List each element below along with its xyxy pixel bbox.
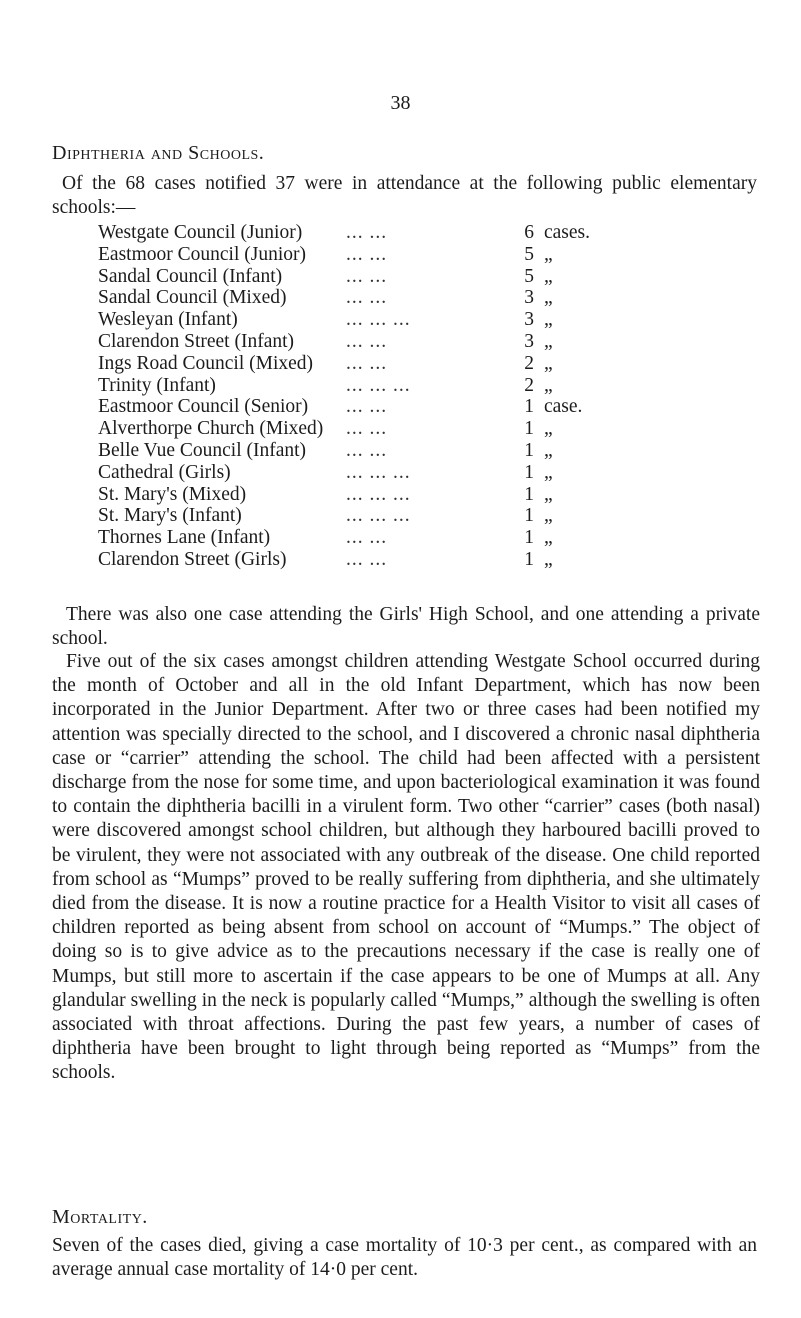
leader-dots: ... ... bbox=[346, 527, 388, 549]
leader-dots: ... ... bbox=[346, 396, 388, 418]
schools-case-list bbox=[98, 222, 738, 571]
school-name: Cathedral (Girls) bbox=[98, 461, 231, 483]
leader-dots: ... ... bbox=[346, 243, 388, 265]
leader-dots: ... ... bbox=[346, 439, 388, 461]
case-count: 2 bbox=[524, 352, 534, 374]
school-row bbox=[98, 396, 738, 418]
case-count: 1 bbox=[524, 439, 534, 461]
case-unit: „ bbox=[544, 309, 553, 331]
school-row bbox=[98, 549, 738, 571]
school-row bbox=[98, 418, 738, 440]
case-count: 1 bbox=[524, 483, 534, 505]
school-row bbox=[98, 353, 738, 375]
case-count: 6 bbox=[524, 222, 534, 243]
leader-dots: ... ... bbox=[346, 548, 388, 570]
school-row bbox=[98, 527, 738, 549]
leader-dots: ... ... bbox=[346, 265, 388, 287]
paragraph-high-school: There was also one case attending the Girls' High School, and one attending a private school. bbox=[52, 604, 760, 650]
school-name: Clarendon Street (Infant) bbox=[98, 330, 295, 352]
case-count: 1 bbox=[524, 548, 534, 570]
school-name: Wesleyan (Infant) bbox=[98, 309, 238, 331]
school-row bbox=[98, 287, 738, 309]
leader-dots: ... ... ... bbox=[346, 483, 411, 505]
school-name: Eastmoor Council (Junior) bbox=[98, 243, 306, 265]
school-row bbox=[98, 244, 738, 266]
case-count: 1 bbox=[524, 418, 534, 440]
case-unit: „ bbox=[544, 330, 553, 352]
school-name: Sandal Council (Infant) bbox=[98, 265, 283, 287]
school-row bbox=[98, 375, 738, 397]
school-name: Westgate Council (Junior) bbox=[98, 222, 303, 243]
school-name: St. Mary's (Mixed) bbox=[98, 483, 247, 505]
school-name: Clarendon Street (Girls) bbox=[98, 548, 287, 570]
paragraph-westgate-carrier: Five out of the six cases amongst children attending Westgate School occurred during the month of October and all in the old Infant Department, which has now been incorporated in the Junior Department. After two or three cases had been notified my attention was specially directed to the school, and I discovered a chronic nasal diphtheria case or “carrier” attending the school. The child had been affected with a persistent discharge from the nose for some time, and upon bacteriological examination it was found to contain the diphtheria bacilli in a virulent form. Two other “carrier” cases (both nasal) were discovered amongst school children, but although they harboured bacilli proved to be virulent, they were not associated with any outbreak of the disease. One child reported from school as “Mumps” proved to be really suffering from diphtheria, and she ultimately died from the disease. It is now a routine practice for a Health Visitor to visit all cases of children reported as being absent from school on account of “Mumps.” The object of doing so is to give advice as to the precautions necessary if the case is really one of Mumps, but still more to ascertain if the case appears to be one of Mumps at all. Any glandular swelling in the neck is popularly called “Mumps,” although the swelling is often associated with throat affections. During the past few years, a number of cases of diphtheria have been brought to light through being reported as “Mumps” from the schools. bbox=[52, 651, 760, 1084]
leader-dots: ... ... bbox=[346, 330, 388, 352]
case-count: 1 bbox=[524, 505, 534, 527]
school-name: Sandal Council (Mixed) bbox=[98, 287, 287, 309]
leader-dots: ... ... ... bbox=[346, 505, 411, 527]
school-row bbox=[98, 331, 738, 353]
school-name: Belle Vue Council (Infant) bbox=[98, 439, 307, 461]
case-unit: „ bbox=[544, 265, 553, 287]
case-count: 1 bbox=[524, 527, 534, 549]
school-row bbox=[98, 440, 738, 462]
case-unit: „ bbox=[544, 418, 553, 440]
case-count: 2 bbox=[524, 374, 534, 396]
page-number: 38 bbox=[390, 92, 411, 114]
leader-dots: ... ... bbox=[346, 222, 388, 243]
case-count: 1 bbox=[524, 461, 534, 483]
diphtheria-schools-heading: Diphtheria and Schools. bbox=[52, 142, 265, 164]
school-name: Ings Road Council (Mixed) bbox=[98, 352, 314, 374]
school-row bbox=[98, 266, 738, 288]
school-row bbox=[98, 484, 738, 506]
school-row bbox=[98, 462, 738, 484]
school-row bbox=[98, 505, 738, 527]
mortality-heading: Mortality. bbox=[52, 1206, 148, 1228]
leader-dots: ... ... bbox=[346, 287, 388, 309]
leader-dots: ... ... bbox=[346, 418, 388, 440]
leader-dots: ... ... ... bbox=[346, 374, 411, 396]
case-unit: cases. bbox=[544, 222, 591, 243]
case-unit: „ bbox=[544, 505, 553, 527]
case-count: 5 bbox=[524, 243, 534, 265]
case-unit: „ bbox=[544, 352, 553, 374]
leader-dots: ... ... bbox=[346, 352, 388, 374]
case-unit: „ bbox=[544, 461, 553, 483]
case-unit: „ bbox=[544, 287, 553, 309]
case-unit: „ bbox=[544, 374, 553, 396]
school-name: Eastmoor Council (Senior) bbox=[98, 396, 309, 418]
case-count: 3 bbox=[524, 330, 534, 352]
leader-dots: ... ... ... bbox=[346, 309, 411, 331]
case-count: 3 bbox=[524, 309, 534, 331]
case-unit: „ bbox=[544, 548, 553, 570]
case-unit: case. bbox=[544, 396, 583, 418]
case-unit: „ bbox=[544, 243, 553, 265]
school-row bbox=[98, 309, 738, 331]
case-count: 1 bbox=[524, 396, 534, 418]
school-row bbox=[98, 222, 738, 244]
school-name: Thornes Lane (Infant) bbox=[98, 527, 271, 549]
school-name: Trinity (Infant) bbox=[98, 374, 216, 396]
school-name: Alverthorpe Church (Mixed) bbox=[98, 418, 324, 440]
case-unit: „ bbox=[544, 483, 553, 505]
leader-dots: ... ... ... bbox=[346, 461, 411, 483]
case-unit: „ bbox=[544, 439, 553, 461]
mortality-paragraph: Seven of the cases died, giving a case mortality of 10·3 per cent., as compared with an average annual case mortality of 14·0 per cent. bbox=[52, 1235, 757, 1281]
case-count: 3 bbox=[524, 287, 534, 309]
case-count: 5 bbox=[524, 265, 534, 287]
school-name: St. Mary's (Infant) bbox=[98, 505, 242, 527]
intro-paragraph: Of the 68 cases notified 37 were in attendance at the following public elementary schools:— bbox=[52, 173, 757, 219]
case-unit: „ bbox=[544, 527, 553, 549]
